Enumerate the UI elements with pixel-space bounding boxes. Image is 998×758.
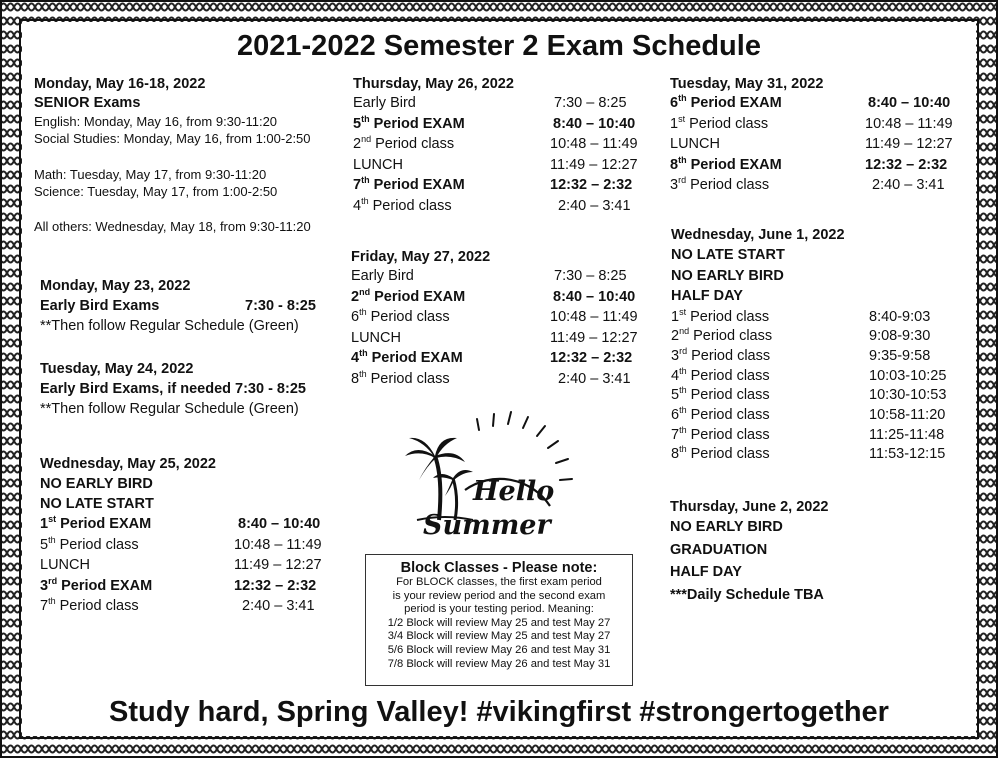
row-label: Period EXAM — [374, 288, 466, 305]
schedule-row — [351, 268, 651, 289]
row-label: Period class — [690, 177, 770, 193]
row-label: Period EXAM — [60, 516, 152, 532]
row-time: 10:48 – 11:49 — [550, 309, 638, 325]
may24-note: **Then follow Regular Schedule (Green) — [40, 401, 299, 417]
may27-date: Friday, May 27, 2022 — [351, 249, 491, 265]
row-label: Period EXAM — [371, 350, 463, 366]
row-time: 11:49 – 12:27 — [865, 136, 953, 152]
senior-english: English: Monday, May 16, from 9:30-11:20 — [34, 114, 278, 129]
schedule-row: 4th Period class 10:03-10:25 — [671, 365, 947, 384]
row-time: 11:53-12:15 — [869, 446, 946, 463]
schedule-row: 8th Period class 11:53-12:15 — [671, 444, 946, 463]
schedule-row: 7th Period class 11:25-11:48 — [671, 424, 945, 443]
row-time: 11:49 – 12:27 — [550, 156, 638, 173]
schedule-row: 5th Period EXAM 8:40 – 10:40 — [353, 113, 636, 132]
row-time: 10:30-10:53 — [869, 387, 947, 404]
senior-math: Math: Tuesday, May 17, from 9:30-11:20 — [34, 167, 267, 182]
may26-date: Thursday, May 26, 2022 — [353, 76, 514, 92]
hello-summer-logo — [395, 408, 580, 548]
row-time: 2:40 – 3:41 — [558, 370, 631, 387]
block-note-line: 5/6 Block will review May 26 and test May 31 — [387, 643, 611, 656]
row-label: Early Bird — [353, 95, 416, 111]
row-time: 10:48 – 11:49 — [865, 115, 953, 132]
may31-date: Tuesday, May 31, 2022 — [670, 76, 824, 92]
schedule-row: 3rd Period class 2:40 – 3:41 — [670, 175, 945, 193]
schedule-row: 6th Period EXAM 8:40 – 10:40 — [670, 93, 951, 111]
row-time: 11:49 – 12:27 — [234, 557, 322, 573]
schedule-row: 5th Period class 10:30-10:53 — [671, 385, 947, 404]
schedule-row: 3rd Period EXAM 12:32 – 2:32 — [40, 575, 317, 594]
row-label: Period class — [690, 406, 770, 423]
schedule-row: 7th Period EXAM 12:32 – 2:32 — [353, 175, 633, 193]
june1-section — [671, 227, 971, 466]
senior-heading: SENIOR Exams — [34, 95, 141, 111]
block-note-line: is your review period and the second exam — [392, 589, 606, 602]
row-time: 2:40 – 3:41 — [872, 177, 945, 193]
row-time: 8:40 – 10:40 — [553, 115, 636, 132]
schedule-row: 2nd Period class 10:48 – 11:49 — [353, 134, 638, 152]
senior-social-studies: Social Studies: Monday, May 16, from 1:00-2:50 — [34, 131, 311, 146]
row-label: Period EXAM — [373, 177, 465, 193]
may24-date: Tuesday, May 24, 2022 — [40, 361, 194, 377]
may23-time: 7:30 - 8:25 — [245, 298, 316, 314]
may23-row — [40, 298, 340, 318]
schedule-row: 1st Period class 10:48 – 11:49 — [670, 113, 953, 132]
row-time: 8:40 – 10:40 — [553, 288, 636, 305]
june2-note: GRADUATION — [670, 541, 768, 558]
row-label: Period class — [690, 387, 770, 404]
row-label: LUNCH — [40, 557, 90, 573]
row-time: 7:30 – 8:25 — [554, 268, 627, 284]
schedule-row: 6th Period class 10:58-11:20 — [671, 405, 946, 423]
may27-section — [351, 249, 651, 391]
schedule-row — [353, 157, 653, 178]
row-time: 2:40 – 3:41 — [242, 598, 315, 614]
row-time: 7:30 – 8:25 — [554, 95, 627, 111]
logo-hello-text: Hello — [473, 476, 555, 507]
senior-all-others: All others: Wednesday, May 18, from 9:30-11:20 — [34, 219, 311, 234]
row-label: Period class — [690, 367, 770, 384]
schedule-row: 4th Period class 2:40 – 3:41 — [353, 195, 631, 214]
schedule-row — [670, 136, 970, 157]
block-note-line: 7/8 Block will review May 26 and test May 31 — [387, 657, 611, 670]
may23-section — [40, 278, 340, 338]
row-label: LUNCH — [670, 136, 720, 152]
schedule-row: 1st Period EXAM 8:40 – 10:40 — [40, 514, 321, 532]
schedule-row: 1st Period class 8:40-9:03 — [671, 306, 931, 325]
block-note-heading: Block Classes - Please note: — [400, 560, 598, 576]
row-time: 9:08-9:30 — [869, 328, 931, 345]
row-label: LUNCH — [353, 156, 403, 173]
row-label: Period class — [370, 309, 450, 325]
block-note-line: period is your testing period. Meaning: — [404, 603, 594, 616]
schedule-row — [40, 557, 340, 578]
schedule-row: 3rd Period class 9:35-9:58 — [671, 346, 931, 364]
row-time: 10:03-10:25 — [869, 367, 947, 384]
row-time: 10:48 – 11:49 — [550, 136, 638, 152]
schedule-row: 8th Period class 2:40 – 3:41 — [351, 368, 631, 387]
schedule-row — [353, 95, 653, 116]
row-label: Period EXAM — [373, 115, 465, 132]
senior-exams-section — [34, 76, 334, 236]
senior-science: Science: Tuesday, May 17, from 1:00-2:50 — [34, 184, 278, 199]
schedule-row: 2nd Period class 9:08-9:30 — [671, 326, 931, 345]
row-time: 12:32 – 2:32 — [550, 350, 633, 366]
block-note-line: 3/4 Block will review May 25 and test May 27 — [387, 630, 611, 643]
row-label: Period class — [690, 308, 770, 325]
row-label: Period class — [59, 598, 139, 614]
page-title: 2021-2022 Semester 2 Exam Schedule — [237, 30, 761, 62]
senior-date: Monday, May 16-18, 2022 — [34, 76, 206, 92]
may23-date: Monday, May 23, 2022 — [40, 278, 191, 294]
row-label: Period class — [691, 347, 771, 364]
row-time: 8:40 – 10:40 — [868, 95, 951, 111]
block-classes-note — [365, 554, 633, 686]
june2-date: Thursday, June 2, 2022 — [670, 499, 829, 515]
row-label: Period EXAM — [690, 156, 782, 173]
schedule-row: 4th Period EXAM 12:32 – 2:32 — [351, 348, 633, 366]
row-time: 11:25-11:48 — [869, 426, 945, 443]
may25-note: NO LATE START — [40, 496, 154, 512]
row-label: Early Bird — [351, 268, 414, 284]
row-label: Period EXAM — [61, 577, 153, 594]
row-label: Period class — [693, 328, 773, 345]
may24-label: Early Bird Exams, if needed 7:30 - 8:25 — [40, 381, 306, 397]
row-time: 10:48 – 11:49 — [234, 536, 322, 553]
row-time: 9:35-9:58 — [869, 347, 931, 364]
may26-section — [353, 76, 653, 218]
row-label: Period EXAM — [690, 95, 782, 111]
may31-section — [670, 76, 970, 198]
june2-note: NO EARLY BIRD — [670, 519, 783, 535]
june1-note: HALF DAY — [671, 288, 743, 304]
row-time: 10:58-11:20 — [869, 406, 946, 423]
row-label: Period class — [59, 536, 139, 553]
may25-note: NO EARLY BIRD — [40, 476, 153, 492]
may24-section — [40, 361, 340, 421]
june1-note: NO LATE START — [671, 247, 785, 263]
row-label: Period class — [370, 370, 450, 387]
row-label: LUNCH — [351, 329, 401, 346]
june1-date: Wednesday, June 1, 2022 — [671, 227, 845, 243]
june2-note: ***Daily Schedule TBA — [670, 586, 824, 603]
may25-section — [40, 456, 340, 619]
may23-note: **Then follow Regular Schedule (Green) — [40, 318, 299, 334]
schedule-row: 5th Period class 10:48 – 11:49 — [40, 534, 322, 553]
june2-section — [670, 499, 970, 609]
block-note-line: 1/2 Block will review May 25 and test May 27 — [387, 616, 611, 629]
schedule-row: 2nd Period EXAM 8:40 – 10:40 — [351, 286, 636, 305]
june2-note: HALF DAY — [670, 564, 742, 580]
block-note-line: For BLOCK classes, the first exam period — [396, 576, 602, 588]
row-label: Period class — [375, 136, 455, 152]
row-time: 8:40-9:03 — [869, 308, 931, 325]
row-time: 2:40 – 3:41 — [558, 197, 631, 214]
row-time: 11:49 – 12:27 — [550, 329, 638, 346]
june1-note: NO EARLY BIRD — [671, 267, 784, 284]
schedule-row: 8th Period EXAM 12:32 – 2:32 — [670, 154, 948, 173]
row-label: Period class — [690, 446, 770, 463]
row-time: 8:40 – 10:40 — [238, 516, 321, 532]
may23-label: Early Bird Exams — [40, 298, 160, 314]
schedule-row: 6th Period class 10:48 – 11:49 — [351, 307, 638, 325]
may25-date: Wednesday, May 25, 2022 — [40, 456, 216, 472]
footer-slogan: Study hard, Spring Valley! #vikingfirst #strongertogether — [109, 696, 889, 728]
schedule-row — [351, 330, 651, 351]
row-time: 12:32 – 2:32 — [550, 177, 633, 193]
row-label: Period class — [372, 197, 452, 214]
row-time: 12:32 – 2:32 — [234, 577, 317, 594]
schedule-row: 7th Period class 2:40 – 3:41 — [40, 596, 315, 614]
row-label: Period class — [690, 426, 770, 443]
row-time: 12:32 – 2:32 — [865, 156, 948, 173]
row-label: Period class — [685, 115, 769, 132]
logo-summer-text: Summer — [423, 510, 551, 541]
